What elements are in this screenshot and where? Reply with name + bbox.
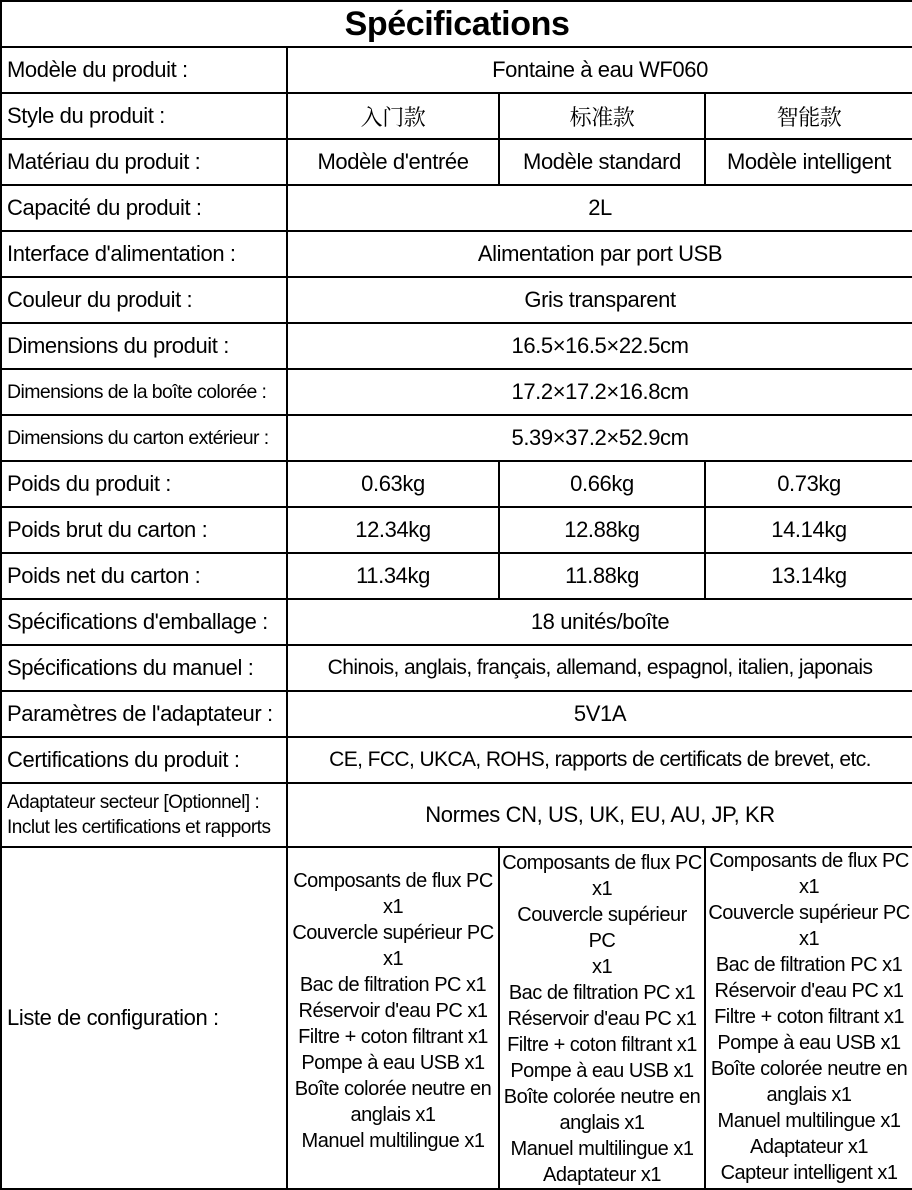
- row-value: Normes CN, US, UK, EU, AU, JP, KR: [287, 783, 912, 847]
- value-smart: 13.14kg: [705, 553, 912, 599]
- row-manual: [1, 645, 912, 691]
- value-smart: 智能款: [705, 93, 912, 139]
- row-value: 5V1A: [287, 691, 912, 737]
- value-entry: 12.34kg: [287, 507, 499, 553]
- config-item: anglais x1: [559, 1112, 645, 1134]
- row-power: [1, 231, 912, 277]
- config-item: Pompe à eau USB x1: [717, 1032, 901, 1054]
- row-value: Chinois, anglais, français, allemand, espagnol, italien, japonais: [287, 645, 912, 691]
- value-smart: 0.73kg: [705, 461, 912, 507]
- page-title: Spécifications: [1, 1, 912, 47]
- config-item: x1: [591, 956, 613, 978]
- row-power-adapter: [1, 783, 912, 847]
- row-adapter: [1, 691, 912, 737]
- row-label: Liste de configuration :: [1, 847, 287, 1189]
- config-entry: [287, 847, 499, 1189]
- value-smart: 14.14kg: [705, 507, 912, 553]
- row-label: Paramètres de l'adaptateur :: [1, 691, 287, 737]
- config-item: Bac de filtration PC x1: [715, 954, 903, 976]
- row-value: 5.39×37.2×52.9cm: [287, 415, 912, 461]
- row-model: [1, 47, 912, 93]
- row-label: Modèle du produit :: [1, 47, 287, 93]
- row-value: Gris transparent: [287, 277, 912, 323]
- config-item: x1: [591, 878, 613, 900]
- config-item: x1: [382, 948, 404, 970]
- value-smart: Modèle intelligent: [705, 139, 912, 185]
- config-list: [288, 848, 498, 1154]
- row-color: [1, 277, 912, 323]
- value-entry: Modèle d'entrée: [287, 139, 499, 185]
- config-list: [706, 848, 912, 1186]
- row-certifications: [1, 737, 912, 783]
- config-item: x1: [382, 896, 404, 918]
- row-value: 16.5×16.5×22.5cm: [287, 323, 912, 369]
- row-label: Couleur du produit :: [1, 277, 287, 323]
- config-item: Filtre + coton filtrant x1: [714, 1006, 904, 1028]
- row-label: [1, 783, 287, 847]
- row-box-dimensions: [1, 369, 912, 415]
- row-value: Alimentation par port USB: [287, 231, 912, 277]
- row-label: Dimensions de la boîte colorée :: [1, 369, 287, 415]
- config-item: Filtre + coton filtrant x1: [507, 1034, 697, 1056]
- config-item: Adaptateur x1: [750, 1136, 869, 1158]
- row-config: [1, 847, 912, 1189]
- value-standard: 12.88kg: [499, 507, 705, 553]
- row-weight: [1, 461, 912, 507]
- config-item: Filtre + coton filtrant x1: [298, 1026, 488, 1048]
- row-value: CE, FCC, UKCA, ROHS, rapports de certificats de brevet, etc.: [287, 737, 912, 783]
- value-entry: 入门款: [287, 93, 499, 139]
- row-carton-dimensions: [1, 415, 912, 461]
- value-entry: 11.34kg: [287, 553, 499, 599]
- label-line-1: Adaptateur secteur [Optionnel] :: [7, 792, 260, 813]
- title-row: [1, 1, 912, 47]
- config-item: Couvercle supérieur PC: [517, 904, 687, 952]
- label-line-2: Inclut les certifications et rapports: [7, 817, 271, 838]
- config-item: Composants de flux PC: [502, 852, 702, 874]
- row-label: Poids brut du carton :: [1, 507, 287, 553]
- config-item: Composants de flux PC: [709, 850, 909, 872]
- config-item: x1: [798, 928, 820, 950]
- row-label: Spécifications du manuel :: [1, 645, 287, 691]
- row-label: Matériau du produit :: [1, 139, 287, 185]
- config-item: Bac de filtration PC x1: [299, 974, 487, 996]
- config-item: Boîte colorée neutre en: [710, 1058, 908, 1080]
- config-item: Réservoir d'eau PC x1: [714, 980, 904, 1002]
- config-item: Capteur intelligent x1: [720, 1162, 898, 1184]
- config-item: anglais x1: [766, 1084, 852, 1106]
- row-gross-weight: [1, 507, 912, 553]
- config-item: Réservoir d'eau PC x1: [298, 1000, 488, 1022]
- row-value: 2L: [287, 185, 912, 231]
- config-item: anglais x1: [350, 1104, 436, 1126]
- row-dimensions: [1, 323, 912, 369]
- row-value: 17.2×17.2×16.8cm: [287, 369, 912, 415]
- row-material: [1, 139, 912, 185]
- config-item: Boîte colorée neutre en: [294, 1078, 492, 1100]
- config-item: Couvercle supérieur PC: [292, 922, 494, 944]
- row-net-weight: [1, 553, 912, 599]
- row-label: Dimensions du carton extérieur :: [1, 415, 287, 461]
- config-item: Pompe à eau USB x1: [510, 1060, 694, 1082]
- row-label: Poids du produit :: [1, 461, 287, 507]
- config-item: Manuel multilingue x1: [717, 1110, 901, 1132]
- row-label: Capacité du produit :: [1, 185, 287, 231]
- config-standard: [499, 847, 705, 1189]
- row-value: 18 unités/boîte: [287, 599, 912, 645]
- row-capacity: [1, 185, 912, 231]
- config-smart: [705, 847, 912, 1189]
- value-standard: Modèle standard: [499, 139, 705, 185]
- value-standard: 标准款: [499, 93, 705, 139]
- config-item: Boîte colorée neutre en: [503, 1086, 701, 1108]
- value-standard: 11.88kg: [499, 553, 705, 599]
- config-item: Adaptateur x1: [542, 1164, 662, 1186]
- row-label: Spécifications d'emballage :: [1, 599, 287, 645]
- row-value: Fontaine à eau WF060: [287, 47, 912, 93]
- row-label: Style du produit :: [1, 93, 287, 139]
- row-label: Interface d'alimentation :: [1, 231, 287, 277]
- value-entry: 0.63kg: [287, 461, 499, 507]
- config-item: Composants de flux PC: [293, 870, 493, 892]
- value-standard: 0.66kg: [499, 461, 705, 507]
- config-list: [500, 848, 704, 1188]
- config-item: Couvercle supérieur PC: [708, 902, 910, 924]
- config-item: x1: [798, 876, 820, 898]
- row-label: Certifications du produit :: [1, 737, 287, 783]
- config-item: Manuel multilingue x1: [510, 1138, 694, 1160]
- config-item: Bac de filtration PC x1: [508, 982, 696, 1004]
- row-label: Dimensions du produit :: [1, 323, 287, 369]
- row-style: [1, 93, 912, 139]
- config-item: Manuel multilingue x1: [301, 1130, 485, 1152]
- config-item: Pompe à eau USB x1: [301, 1052, 485, 1074]
- row-packing: [1, 599, 912, 645]
- row-label: Poids net du carton :: [1, 553, 287, 599]
- config-item: Réservoir d'eau PC x1: [507, 1008, 697, 1030]
